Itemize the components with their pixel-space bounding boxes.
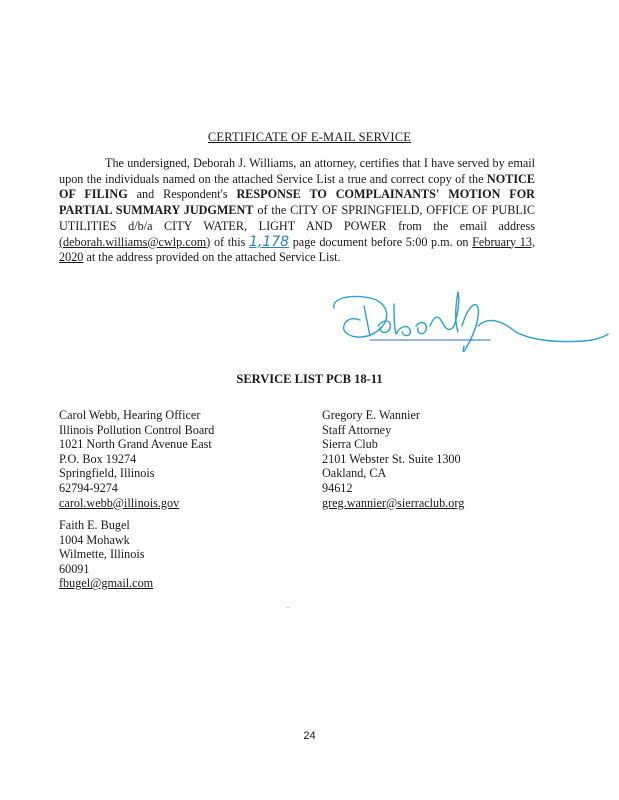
contact-email-link[interactable]: carol.webb@illinois.gov	[59, 495, 180, 510]
certificate-title: CERTIFICATE OF E-MAIL SERVICE	[207, 130, 412, 144]
contact-line: Oakland, CA	[322, 466, 387, 481]
page-number: 24	[303, 730, 316, 742]
sender-email: (deborah.williams@cwlp.com)	[59, 234, 211, 249]
handwritten-page-count: 1,178	[248, 233, 290, 250]
body-text-1: The undersigned, Deborah J. Williams, an attorney, certifies that I have served by email upon the individuals named on the attached Service List a true and correct copy of the	[59, 156, 535, 186]
body-text-6: at the address provided on the attached Service List.	[83, 250, 341, 265]
contact-line: Illinois Pollution Control Board	[59, 422, 215, 437]
contact-line: Springfield, Illinois	[59, 466, 155, 481]
contact-hearing-officer	[59, 408, 214, 510]
contact-line: Wilmette, Illinois	[59, 547, 145, 562]
body-text-5: page document before 5:00 p.m. on	[289, 234, 473, 249]
contact-line: Sierra Club	[322, 437, 378, 452]
contact-bugel	[59, 518, 153, 591]
contact-line: Gregory E. Wannier	[322, 408, 420, 422]
scan-speck	[287, 607, 289, 608]
contact-line: Carol Webb, Hearing Officer	[59, 408, 201, 422]
contact-line: 2101 Webster St. Suite 1300	[322, 451, 461, 466]
service-list-title: SERVICE LIST PCB 18-11	[236, 372, 383, 386]
contact-sierra-club	[322, 408, 464, 510]
service-date: February 13, 2020	[59, 234, 536, 265]
contact-line: 1021 North Grand Avenue East	[59, 437, 212, 452]
contact-line: Staff Attorney	[322, 422, 392, 437]
certificate-body	[59, 156, 535, 266]
contact-line: 60091	[59, 561, 90, 576]
body-text-3: of the CITY OF SPRINGFIELD, OFFICE OF PUBLIC UTILITIES d/b/a CITY WATER, LIGHT AND POWER from the email address	[59, 203, 535, 233]
body-text-2: and Respondent's	[127, 187, 237, 202]
contact-line: 62794-9274	[59, 480, 118, 495]
contact-line: P.O. Box 19274	[59, 451, 137, 466]
notice-of-filing: NOTICE OF FILING	[59, 171, 535, 202]
contact-line: 94612	[322, 480, 353, 495]
contact-line: 1004 Mohawk	[59, 532, 130, 547]
response-title: RESPONSE TO COMPLAINANTS' MOTION FOR PARTIAL SUMMARY JUDGMENT	[59, 187, 535, 218]
body-text-4: of this	[210, 234, 249, 249]
contact-line: Faith E. Bugel	[59, 518, 130, 532]
signature-image	[330, 286, 610, 356]
contact-email-link[interactable]: greg.wannier@sierraclub.org	[322, 495, 465, 510]
contact-email-link[interactable]: fbugel@gmail.com	[59, 576, 154, 591]
